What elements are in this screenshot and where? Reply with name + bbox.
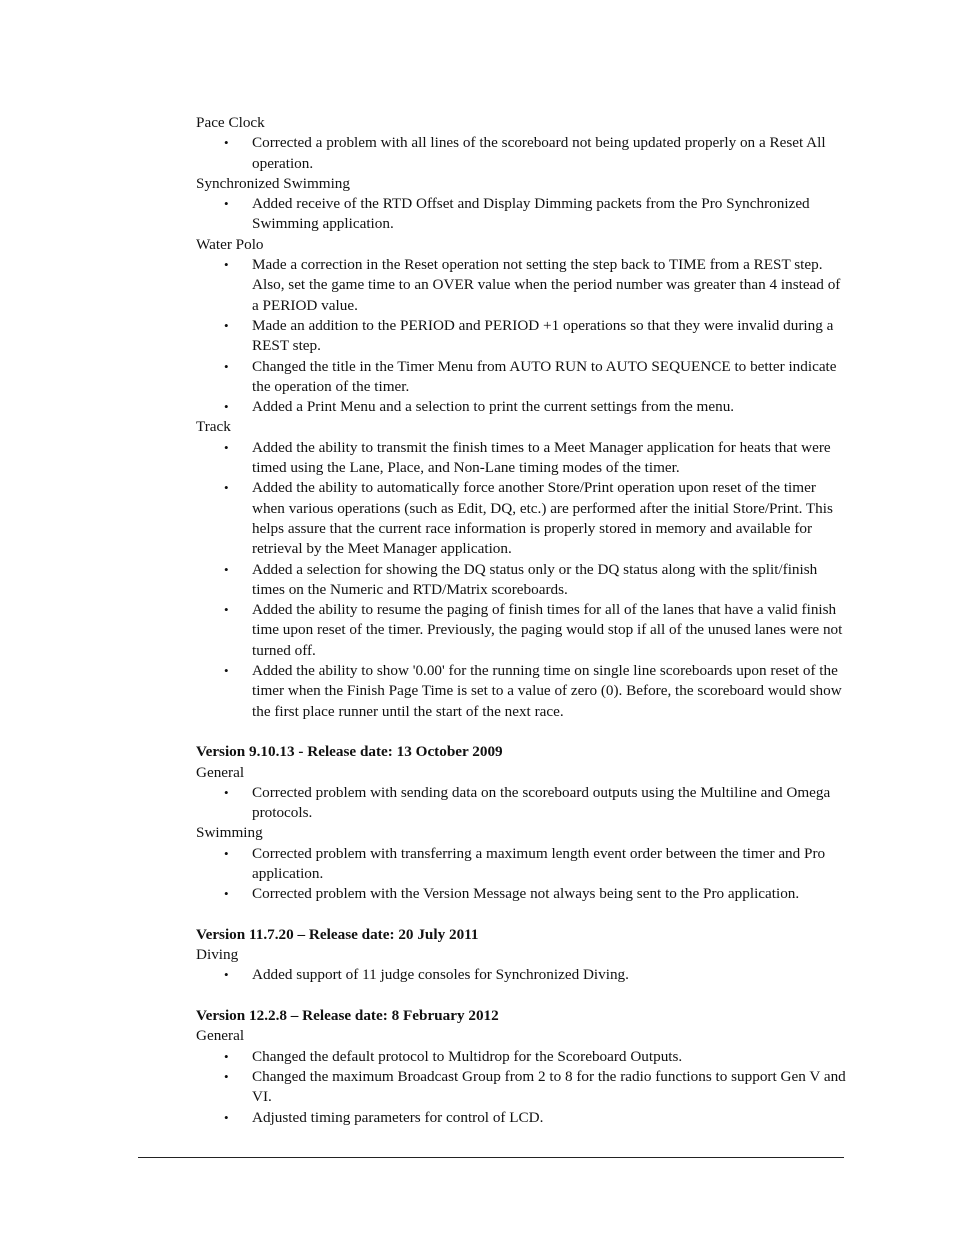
bullet-icon: • [224, 480, 229, 496]
footer-divider [138, 1157, 844, 1158]
document-body [196, 113, 848, 1128]
section-heading: Track [196, 418, 231, 436]
list-item-text: Added a Print Menu and a selection to print the current settings from the menu. [252, 398, 735, 416]
list-item-text: Corrected a problem with all lines of the scoreboard not being updated properly on a Reset All operation. [252, 134, 826, 172]
list-item [196, 478, 848, 559]
list-item [196, 1108, 848, 1128]
list-item-text: Added receive of the RTD Offset and Display Dimming packets from the Pro Synchronized Swimming application. [252, 195, 810, 233]
bullet-icon: • [224, 845, 229, 861]
bullet-icon: • [224, 784, 229, 800]
bullet-list [196, 438, 848, 722]
list-item-text: Added a selection for showing the DQ status only or the DQ status along with the split/finish times on the Numeric and RTD/Matrix scoreboards. [252, 560, 818, 598]
bullet-list [196, 1047, 848, 1128]
list-item-text: Changed the maximum Broadcast Group from 2 to 8 for the radio functions to support Gen V and VI. [252, 1067, 846, 1106]
list-item [196, 844, 848, 885]
bullet-icon: • [224, 196, 229, 212]
bullet-icon: • [224, 358, 229, 374]
list-item-text: Added the ability to transmit the finish times to a Meet Manager application for heats that were timed using the Lane, Place, and Non-Lane timing modes of the timer. [252, 438, 831, 477]
list-item [196, 133, 848, 174]
bullet-icon: • [224, 663, 229, 679]
list-item-text: Made an addition to the PERIOD and PERIOD +1 operations so that they were invalid during a REST step. [252, 316, 834, 355]
list-item [196, 560, 848, 601]
bullet-icon: • [224, 257, 229, 273]
version-heading: Version 9.10.13 - Release date: 13 October 2009 [196, 743, 503, 761]
list-item-text: Changed the title in the Timer Menu from AUTO RUN to AUTO SEQUENCE to better indicate the operation of the timer. [252, 357, 837, 395]
section-heading: General [196, 1027, 245, 1045]
list-item-text: Corrected problem with sending data on the scoreboard outputs using the Multiline and Omega protocols. [252, 783, 831, 822]
list-item-text: Corrected problem with the Version Message not always being sent to the Pro application. [252, 885, 800, 903]
list-item-text: Changed the default protocol to Multidrop for the Scoreboard Outputs. [252, 1047, 683, 1065]
list-item [196, 194, 848, 235]
bullet-list [196, 194, 848, 235]
section-heading: Swimming [196, 824, 263, 842]
bullet-icon: • [224, 317, 229, 333]
list-item-text: Made a correction in the Reset operation not setting the step back to TIME from a REST step. Also, set the game time to an OVER value when the period number was greater than 4 instead of a PERIOD value. [252, 256, 841, 314]
list-item [196, 600, 848, 661]
section-heading: Synchronized Swimming [196, 174, 350, 192]
bullet-icon: • [224, 399, 229, 415]
list-item [196, 316, 848, 357]
bullet-icon: • [224, 1048, 229, 1064]
bullet-list [196, 255, 848, 417]
bullet-icon: • [224, 439, 229, 455]
version-heading: Version 12.2.8 – Release date: 8 February 2012 [196, 1007, 499, 1025]
list-item [196, 397, 848, 417]
bullet-icon: • [224, 967, 229, 983]
list-item [196, 661, 848, 722]
bullet-list [196, 783, 848, 824]
bullet-icon: • [224, 561, 229, 577]
section-heading: Water Polo [196, 235, 264, 253]
list-item [196, 438, 848, 479]
bullet-icon: • [224, 1068, 229, 1084]
list-item [196, 357, 848, 398]
list-item [196, 255, 848, 316]
section-heading: Pace Clock [196, 114, 265, 131]
list-item-text: Adjusted timing parameters for control of LCD. [252, 1108, 544, 1126]
list-item-text: Added the ability to resume the paging of finish times for all of the lanes that have a valid finish time upon reset of the timer. Previously, the paging would stop if all of the unused lanes were not turned off. [252, 601, 843, 659]
bullet-icon: • [224, 886, 229, 902]
list-item-text: Added the ability to show '0.00' for the running time on single line scoreboards upon reset of the timer when the Finish Page Time is set to a value of zero (0). Before, the scoreboard would show the first place runner until the start of the next race. [252, 662, 842, 720]
version-heading: Version 11.7.20 – Release date: 20 July 2011 [196, 925, 479, 943]
bullet-list [196, 133, 848, 174]
list-item [196, 1067, 848, 1108]
list-item-text: Added the ability to automatically force another Store/Print operation upon reset of the timer when various operations (such as Edit, DQ, etc.) are performed after the initial Store/Print. This helps assure that the current race information is properly stored in memory and available for retrieval by the Meet Manager application. [252, 479, 833, 558]
section-heading: General [196, 763, 245, 781]
list-item [196, 1047, 848, 1067]
list-item-text: Added support of 11 judge consoles for Synchronized Diving. [252, 966, 629, 984]
section-heading: Diving [196, 946, 239, 964]
bullet-list [196, 965, 848, 985]
bullet-list [196, 844, 848, 905]
list-item [196, 783, 848, 824]
bullet-icon: • [224, 1109, 229, 1125]
list-item [196, 965, 848, 985]
list-item [196, 884, 848, 904]
bullet-icon: • [224, 135, 229, 151]
list-item-text: Corrected problem with transferring a maximum length event order between the timer and Pro application. [252, 844, 826, 882]
bullet-icon: • [224, 602, 229, 618]
